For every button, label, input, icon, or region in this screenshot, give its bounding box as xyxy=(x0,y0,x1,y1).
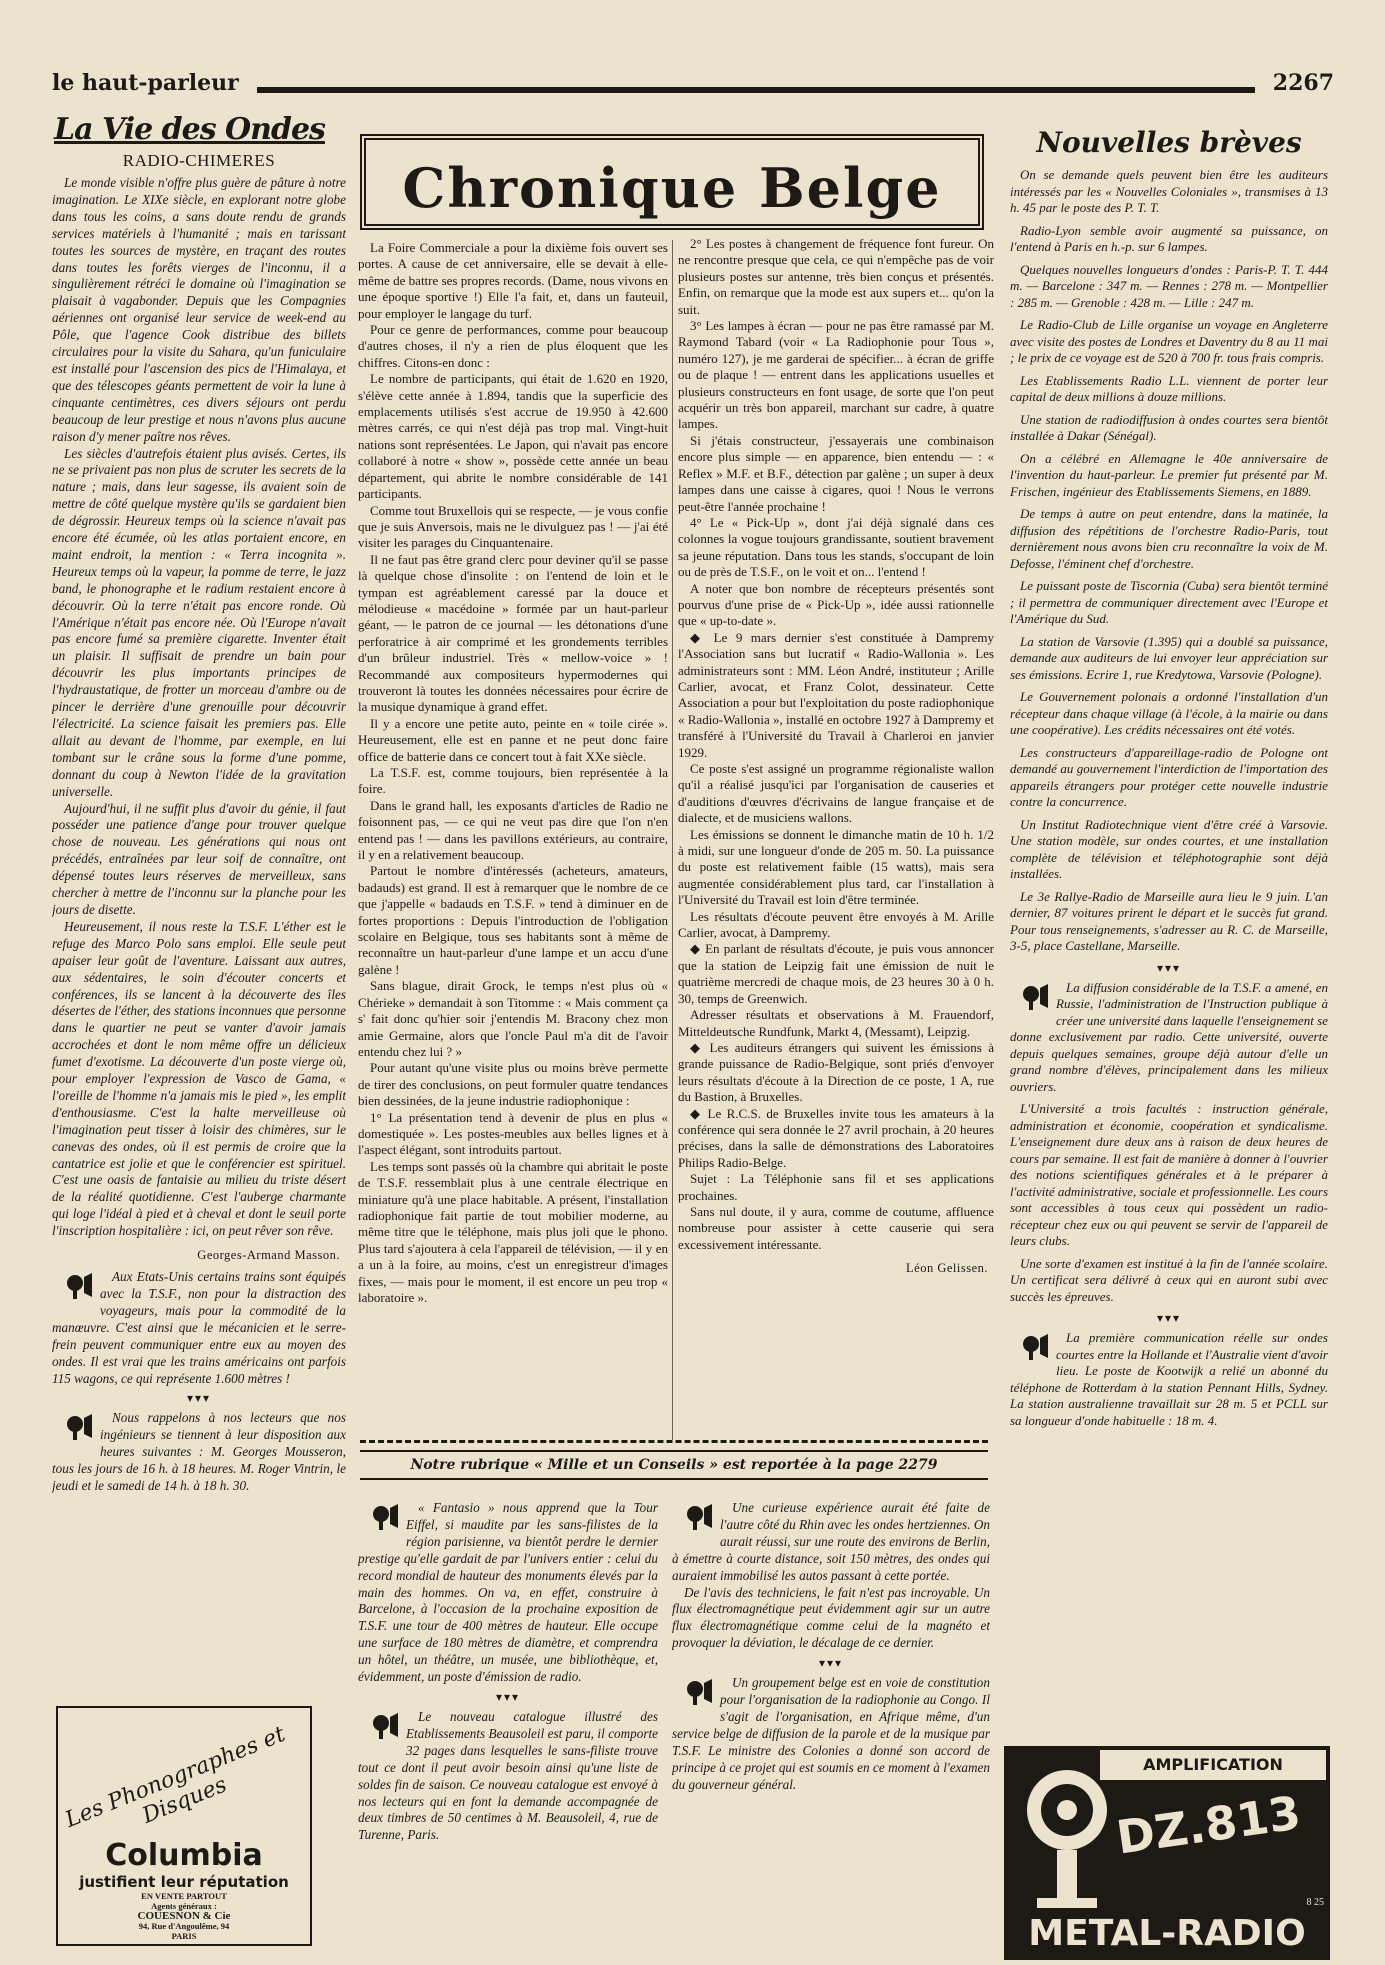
section-title: La Vie des Ondes xyxy=(54,112,325,147)
paragraph: 4° Le « Pick-Up », dont j'ai déjà signalé dans ces colonnes la vogue toujours grandissante, soutient bravement sa jeune réputation. Dans tous les stands, s'occupant de loin ou de près de T.S.F., on le voit et on... l'entend ! xyxy=(678,514,994,580)
page-header xyxy=(52,70,1334,104)
paragraph: 3° Les lampes à écran — pour ne pas être ramassé par M. Raymond Tabard (voir « La Radiophonie pour Tous », numéro 127), je me garderai de spécifier... à écran de griffe ou de plaque ! — entrent dans les applications usuelles et plusieurs constructeurs en font usage, de sorte que l'on peut acquérir un très bon appareil, marchant sur cadre, à quatre lampes. xyxy=(678,318,994,432)
news-note xyxy=(672,1500,990,1585)
brief-item: On a célébré en Allemagne le 40e anniversaire de l'invention du haut-parleur. Le premier fut présenté par M. Frischen, ingénieur des Etablissements Siemens, en 1889. xyxy=(1010,450,1328,499)
note-text: Un groupement belge est en voie de constitution pour l'organisation de la radiophonie au Congo. Il s'agit de l'organisation, en Afrique même, d'un service belge de diffusion de la parole et de la musique par T.S.F. Le ministre des Colonies a donné son accord de principe à ce projet qui est soumis en ce moment à l'examen du gouverneur général. xyxy=(672,1675,990,1792)
loudspeaker-icon xyxy=(1010,1332,1050,1367)
paragraph: Partout le nombre d'intéressés (acheteurs, amateurs, badauds) est grand. Il est à remarquer que le nombre de ce que j'appelle « badauds en T.S.F. » tend à diminuer en de fortes proportions : Depuis l'introduction de l'obligation scolaire en Belgique, tous ses habitants sont à même de reconnaître un haut-parleur d'une lampe et un accu d'une galène ! xyxy=(358,863,668,977)
paragraph: L'Université a trois facultés : instruction générale, administration et économie, coopération et syndicalisme. L'enseignement dure deux ans à raison de deux heures de cours par semaine. Il est fait de manière à donner à l'ouvrier des notions scientifiques générales et à le préparer à l'activité administrative, sociale et professionnelle. Les cours sont accessibles à tous ceux qui possèdent un radio-récepteur chez eux ou qui peuvent se servir de l'appareil de leurs clubs. xyxy=(1010,1101,1328,1248)
paragraph: Les résultats d'écoute peuvent être envoyés à M. Arille Carlier, avocat, à Dampremy. xyxy=(678,908,994,941)
ad-amplification-label: AMPLIFICATION xyxy=(1100,1750,1326,1780)
news-note xyxy=(52,1410,346,1495)
ad-code: 8 25 xyxy=(1306,1897,1324,1908)
paragraph: Le nombre de participants, qui était de 1.620 en 1920, s'élève cette année à 1.894, tandis que la superficie des emplacements utilisés s'est accrue de 19.950 à 42.600 mètres carrés, ce qui n'est déjà pas trop mal. Vingt-huit nations sont représentées. Le Japon, qui n'avait pas encore collaboré à notre « show », possède cette année un beau département, qui abrite le nombre considérable de 141 participants. xyxy=(358,371,668,502)
paragraph: Dans le grand hall, les exposants d'articles de Radio ne foisonnent pas, — ce qui ne veut pas dire que l'on n'en entend pas ! — dans les pavillons extérieurs, au contraire, il y en a relativement beaucoup. xyxy=(358,797,668,863)
ad-brand: Columbia xyxy=(105,1838,263,1873)
paragraph: Sans blague, dirait Grock, le temps n'est plus où « Chérieke » demandait à son Titomme : « Mais comment ça s' fait donc qu'hier soir j'entendis M. Bracony chez mon amie Germaine, alors que l'oncle Paul m'a dit de l'avoir entendu chez lui ? » xyxy=(358,978,668,1059)
news-note xyxy=(52,1269,346,1387)
paragraph: La T.S.F. est, comme toujours, bien représentée à la foire. xyxy=(358,765,668,797)
vie-des-ondes-column xyxy=(52,112,346,1950)
paragraph: ◆ Les auditeurs étrangers qui suivent les émissions à grande puissance de Radio-Belgique, sont priés d'envoyer leurs résultats d'écoute à la Direction de ce poste, 1 A, rue du Bastion, à Bruxelles. xyxy=(678,1039,994,1105)
metal-radio-advertisement xyxy=(1004,1746,1330,1960)
brief-item: Les Etablissements Radio L.L. viennent de porter leur capital de deux millions à douze millions. xyxy=(1010,372,1328,404)
note-text: Une curieuse expérience aurait été faite de l'autre côté du Rhin avec les ondes hertziennes. On aurait réussi, sur une route des environs de Berlin, à émettre à courte distance, soit 150 mètres, des ondes qui auraient immobilisé les autos passant à cette portée. xyxy=(672,1500,990,1583)
paragraph: ◆ Le R.C.S. de Bruxelles invite tous les amateurs à la conférence qui sera donnée le 27 avril prochain, à 20 heures précises, dans la salle de démonstrations des Laboratoires Philips Radio-Belge. xyxy=(678,1105,994,1170)
bottom-notes-right xyxy=(672,1500,990,1950)
news-note xyxy=(358,1709,658,1844)
news-note xyxy=(1010,1330,1328,1429)
ad-headline: Les Phonographes et Disques xyxy=(61,1721,289,1833)
brief-item: La station de Varsovie (1.395) qui a doublé sa puissance, demande aux auditeurs de lui envoyer leur appréciation sur ses émissions. Ecrire 1, rue Kredytowa, Varsovie (Pologne). xyxy=(1010,633,1328,682)
loudspeaker-icon xyxy=(672,1677,714,1712)
banner-rule xyxy=(360,1440,988,1447)
author-signature: Georges-Armand Masson. xyxy=(197,1248,340,1263)
brief-item: Le Radio-Club de Lille organise un voyage en Angleterre avec visite des postes de Londres et Daventry du 8 au 11 mai ; le prix de ce voyage est de 520 à 700 fr. tous frais compris. xyxy=(1010,317,1328,365)
brief-item: Les constructeurs d'appareillage-radio de Pologne ont demandé au gouvernement l'interdiction de l'importation des appareils étrangers pour protéger cette nouvelle industrie contre la concurrence. xyxy=(1010,744,1328,809)
brief-item: Une station de radiodiffusion à ondes courtes sera bientôt installée à Dakar (Sénégal). xyxy=(1010,411,1328,443)
note-text: Aux Etats-Unis certains trains sont équipés avec la T.S.F., non pour la distraction des voyageurs, mais pour la commodité de la manœuvre. C'est ainsi que le mécanicien et le serre-frein peuvent communiquer entre eux au moyen des ondes. Il est vrai que les trains américains ont parfois 115 wagons, ce qui représente 1.600 mètres ! xyxy=(52,1269,346,1386)
brief-item: De temps à autre on peut entendre, dans la matinée, la diffusion des répétitions de l'orchestre Radio-Paris, tout dernièrement nous avons bien cru reconnaître la voix de M. Defosse, l'éminent chef d'orchestre. xyxy=(1010,506,1328,571)
paragraph: De l'avis des techniciens, le fait n'est pas incroyable. Un flux électromagnétique peut évidemment agir sur un autre flux électromagnétique comme celui de la magnéto et provoquer la déviation, le décalage de ce dernier. xyxy=(672,1584,990,1651)
paragraph: Pour autant qu'une visite plus ou moins brève permette de tirer des conclusions, on peut formuler quatre tendances bien dessinées, de la jeune industrie radiophonique : xyxy=(358,1060,668,1109)
news-note xyxy=(358,1500,658,1686)
article-subtitle: RADIO-CHIMERES xyxy=(122,151,276,170)
separator: ▾▾▾ xyxy=(818,1656,844,1671)
ad-agent: COUESNON & Cie xyxy=(137,1910,231,1922)
paragraph: Sans nul doute, il y aura, comme de coutume, affluence nombreuse pour assister à cette causerie qui sera excessivement intéressante. xyxy=(678,1203,994,1252)
ad-tagline: justifient leur réputation xyxy=(79,1873,289,1891)
ad-brand: METAL-RADIO xyxy=(1028,1913,1306,1954)
paragraph: A noter que bon nombre de récepteurs présentés sont pourvus d'une prise de « Pick-Up », idée aussi rationnelle que « up-to-date ». xyxy=(678,580,994,629)
separator: ▾▾▾ xyxy=(1156,1311,1182,1325)
paragraph: La Foire Commerciale a pour la dixième fois ouvert ses portes. A cause de cet anniversaire, elle se devait à elle-même de battre ses propres records. (Dame, nous vivons en une époque sportive !) Elle l'a fait, et, dans un fauteuil, pour employer le langage du turf. xyxy=(358,240,668,321)
paragraph: Les émissions se donnent le dimanche matin de 10 h. 1/2 à midi, sur une longueur d'onde de 205 m. 50. La puissance du poste est relativement faible (15 watts), mais sera augmentée considérablement plus tard, car l'installation à l'Université du Travail est loin d'être terminée. xyxy=(678,826,994,908)
paragraph: Les temps sont passés où la chambre qui abritait le poste de T.S.F. ressemblait plus à une centrale électrique en miniature qu'à une place habitable. A présent, l'installation radiophonique fait partie de tout mobilier moderne, au même titre que le téléphone, mais plus joli que le phono. Plus tard s'ajoutera à cela l'appareil de télévision, — il y en a un à la foire, au moins, c'est un enregistreur d'images fixes, — mais pour le moment, il est encore un peu trop « laboratoire ». xyxy=(358,1158,668,1305)
separator: ▾▾▾ xyxy=(495,1689,521,1704)
ad-line: EN VENTE PARTOUT xyxy=(141,1891,227,1901)
section-title: Chronique Belge xyxy=(402,156,942,220)
chronique-column-2 xyxy=(678,236,994,1436)
loudspeaker-icon xyxy=(52,1271,94,1306)
ad-model: DZ.813 xyxy=(1113,1785,1304,1865)
paragraph: Les siècles d'autrefois étaient plus avisés. Certes, ils ne se privaient pas non plus de scruter les secrets de la nature ; mais, dans leur sagesse, ils avaient soin de mettre de côté quelque mystère qu'ils se gardaient bien de dégrossir. Heureux temps où la science n'avait pas encore été écumée, où les atlas portaient encore, en maint endroit, la mention : « Terra incognita ». Heureux temps où la vapeur, la pomme de terre, le jazz band, le phonographe et le radium restaient encore à découvrir. Où la terre n'était pas encore ronde. Où l'Amérique n'était pas encore née. Où l'Europe n'avait pas encore fumé sa première cigarette. Inventer était un plaisir. Il suffisait de prendre un bain pour découvrir les plus importants principes de l'hydraustatique, de frotter un morceau d'ambre ou de pincer le derrière d'une grenouille pour découvrir l'électricité. La science faisait les premiers pas. Elle allait au devant de l'homme, par exemple, en lui tombant sur le crâne sous la forme d'une pomme, donnant du coup à Newton l'idée de la gravitation universelle. xyxy=(52,445,346,799)
loudspeaker-icon xyxy=(672,1502,714,1537)
paragraph: Comme tout Bruxellois qui se respecte, — je vous confie que je suis Anversois, mais ne le divulguez pas ! — j'ai été visiter les parages du Cinquantenaire. xyxy=(358,502,668,551)
brief-item: On se demande quels peuvent bien être les auditeurs intéressés par les « Nouvelles Coloniales », transmises à 13 h. 45 par le poste des P. T. T. xyxy=(1010,167,1328,215)
note-text: Nous rappelons à nos lecteurs que nos ingénieurs se tiennent à leur disposition aux heures suivantes : M. Georges Mousseron, tous les jours de 16 h. à 18 heures. M. Roger Vintrin, le jeudi et le samedi de 14 h. à 18 h. 30. xyxy=(52,1410,346,1494)
loudspeaker-icon xyxy=(358,1502,400,1537)
ad-address: 94, Rue d'Angoulême, 94 xyxy=(138,1921,230,1931)
note-text: « Fantasio » nous apprend que la Tour Eiffel, si maudite par les sans-filistes de la région parisienne, va bientôt perdre le dernier prestige qu'elle gardait de par l'univers entier : celui du record mondial de hauteur des monuments élevés par la main des hommes. On va, en effet, construire à Barcelone, à l'occasion de la prochaine exposition de T.S.F. une tour de 400 mètres de hauteur. Elle occupe une surface de 180 mètres de diamètre, et comprendra un hôtel, un théâtre, un musée, une bibliothèque, et, évidemment, un poste d'émission de radio. xyxy=(358,1500,658,1685)
nouvelles-breves-column xyxy=(1010,112,1328,1950)
column-divider xyxy=(672,240,673,1440)
separator: ▾▾▾ xyxy=(186,1391,212,1406)
brief-item: Quelques nouvelles longueurs d'ondes : Paris-P. T. T. 444 m. — Barcelone : 347 m. — Rennes : 278 m. — Montpellier : 285 m. — Grenoble : 428 m. — Lille : 247 m. xyxy=(1010,261,1328,310)
columbia-advertisement xyxy=(56,1706,312,1946)
paragraph: Ce poste s'est assigné un programme régionaliste wallon qu'il a réalisé jusqu'ici par l'organisation de causeries et d'auditions d'œuvres d'écrivains de langue française et de dialecte, et de musiciens wallons. xyxy=(678,761,994,826)
brief-item: Un Institut Radiotechnique vient d'être créé à Varsovie. Une station modèle, sur ondes courtes, et une installation complète de télévision et téléphotographie sont déjà installées. xyxy=(1010,816,1328,881)
paragraph: Il y a encore une petite auto, peinte en « toile cirée ». Heureusement, elle est en panne et ne peut donc faire office de batterie dans ce concert tout à fait XXe siècle. xyxy=(358,715,668,764)
paragraph: Aujourd'hui, il ne suffit plus d'avoir du génie, il faut posséder une patience d'ange pour trouver quelque chose de nouveau. Les générations qui nous ont précédés, entraînées par leur soif de connaître, ont dépensé toutes leurs réserves de merveilleux, sans chercher à mettre de l'inconnu sur la planche pour les jours de disette. xyxy=(52,800,346,917)
note-text: La diffusion considérable de la T.S.F. a amené, en Russie, l'administration de l'Instruction publique à créer une université dans laquelle l'enseignement se donne exclusivement par radio. Cette université, ouverte depuis quelques semaines, groupe déjà autour d'elle un grand nombre d'élèves, principalement dans les milieux ouvriers. xyxy=(1010,979,1328,1094)
brief-item: Le 3e Rallye-Radio de Marseille aura lieu le 9 juin. L'an dernier, 87 voitures prirent le départ et le succès fut grand. Pour tous renseignements, s'adresser au R. C. de Marseille, 3-5, place Castellane, Marseille. xyxy=(1010,888,1328,953)
note-text: La première communication réelle sur ondes courtes entre la Hollande et l'Australie vient d'avoir lieu. Le poste de Kootwijk a relié un abonné du téléphone de Rotterdam à la station Pennant Hills, Sydney. La station australienne travaillait sur 28 m. 5 et PCLL sur sa longueur d'onde habituelle : 18 m. 4. xyxy=(1010,1330,1328,1428)
loudspeaker-figure-icon xyxy=(1012,1760,1122,1920)
author-signature: Léon Gelissen. xyxy=(906,1261,988,1276)
chronique-column-1 xyxy=(358,240,668,1500)
page-number: 2267 xyxy=(1255,70,1334,96)
ad-line: Agents généraux : xyxy=(151,1901,217,1911)
chronique-title-box xyxy=(360,134,984,230)
paragraph: Heureusement, il nous reste la T.S.F. L'éther est le refuge des Marco Polo sans emploi. Elle seule peut apaiser leur goût de l'aventure. Laissant aux autres, aux sédentaires, le soin d'écouter concerts et conférences, ils se lancent à la découverte des îles désertes de l'éther, des stations inconnues que personne dans le quartier ne peut se vanter d'avoir jamais accrochées et dont le nom même offre un délicieux fumet d'exotisme. La découverte d'un poste vierge où, pour employer l'expression de Vasco de Gama, « l'oreille de l'homme n'a jamais mis le pied », les emplit d'enthousiasme. C'est la halte merveilleuse où l'imagination peut tisser à loisir des chimères, sur le canevas des ondes, où il est permis de croire que la cantatrice est jolie et que le conférencier est spirituel. C'est une oasis de fantaisie au milieu du triste désert de la réalité quotidienne. C'est l'auberge charmante qui loge l'idéal à pied et à cheval et dont le seuil porte l'inscription hospitalière : ici, on peut rêver son rêve. xyxy=(52,918,346,1239)
paragraph: 2° Les postes à changement de fréquence font fureur. On ne rencontre presque que cela, ce qui n'empêche pas de voir plusieurs postes sur antenne, très bien conçus et présentés. Enfin, on remarque que la mode est aux supers et... qu'on la suit. xyxy=(678,236,994,317)
news-note xyxy=(1010,980,1328,1096)
paragraph: Pour ce genre de performances, comme pour beaucoup d'autres choses, il n'y a rien de plus éloquent que les chiffres. Citons-en donc : xyxy=(358,322,668,370)
paragraph: ◆ En parlant de résultats d'écoute, je puis vous annoncer que la station de Leipzig fait une émission de nuit le quatrième mercredi de chaque mois, de 23 heures 30 à 0 h. 30, temps de Greenwich. xyxy=(678,941,994,1006)
section-title: Nouvelles brèves xyxy=(1036,126,1302,159)
separator: ▾▾▾ xyxy=(1156,960,1182,975)
paragraph: Le monde visible n'offre plus guère de pâture à notre imagination. Le XIXe siècle, en explorant notre globe dans tous les coins, a sans doute rendu de grands services matériels à l'humanité ; mais en tarissant toutes les sources de mystère, en traçant des routes dans toutes les forêts vierges de l'inconnu, il a singulièrement rétréci le domaine où l'imagination se plaisait à vagabonder. Depuis que les Compagnies aériennes ont organisé leur service de week-end au Pôle, que l'agence Cook distribue des billets circulaires pour la visite du Sahara, qu'un funiculaire est installé pour l'ascension des pics de l'Himalaya, et que des télescopes géants permettent de voir la lune à cinquante centimètres, ces divers séjours ont perdu beaucoup de leur prestige et nous n'avons plus aucune raison d'y mener paître nos rêves. xyxy=(52,175,346,444)
paragraph: Il ne faut pas être grand clerc pour deviner qu'il se passe là quelque chose d'insolite : on l'entend de loin et le tympan est agréablement caressé par la douce et mélodieuse « macédoine » formée par un haut-parleur géant, — le patron de ce journal — les détonations d'une perforatrice à air comprimé et les grondements terribles d'un brûleur industriel. Très « mellow-voice » ! Recommandé aux compositeurs hypermodernes qui trouveront là toutes les données nécessaires pour écrire de la musique dynamique à grand effet. xyxy=(358,551,668,715)
masthead: le haut-parleur xyxy=(52,70,257,96)
paragraph: Une sorte d'examen est institué à la fin de l'année scolaire. Un certificat sera délivré à ceux qui en auront subi avec succès les épreuves. xyxy=(1010,1255,1328,1304)
brief-item: Le puissant poste de Tiscornia (Cuba) sera bientôt terminé ; il permettra de communiquer directement avec l'Europe et l'Amérique du Sud. xyxy=(1010,578,1328,626)
bottom-notes-left xyxy=(358,1500,658,1950)
paragraph: ◆ Le 9 mars dernier s'est constituée à Dampremy l'Association sans but lucratif « Radio-Wallonia ». Les administrateurs sont : MM. Léon André, instituteur ; Arille Carlier, avocat, et Franz Colot, dessinateur. Cette Association a pour but l'exploitation du poste radiophonique « Radio-Wallonia », installé en octobre 1927 à Dampremy et transféré à l'Université du Travail à Charleroi en janvier 1929. xyxy=(678,629,994,760)
news-note xyxy=(672,1675,990,1793)
rubric-banner: Notre rubrique « Mille et un Conseils » est reportée à la page 2279 xyxy=(360,1450,988,1480)
ad-city: PARIS xyxy=(171,1931,197,1941)
brief-item: Le Gouvernement polonais a ordonné l'installation d'un récepteur dans chaque village (à l'école, à la mairie ou dans une coopérative). Les crédits nécessaires ont été votés. xyxy=(1010,689,1328,737)
paragraph: Sujet : La Téléphonie sans fil et ses applications prochaines. xyxy=(678,1171,994,1203)
brief-item: Radio-Lyon semble avoir augmenté sa puissance, on l'entend à Paris en h.-p. sur 6 lampes. xyxy=(1010,222,1328,254)
note-text: Le nouveau catalogue illustré des Etablissements Beausoleil est paru, il comporte 32 pages dans lesquelles le sans-filiste trouve tout ce dont il peut avoir besoin ainsi qu'une liste de soldes fin de saison. Ce nouveau catalogue est envoyé à nos lecteurs qui en font la demande accompagnée de deux timbres de 50 centimes à M. Beausoleil, 4, rue de Turenne, Paris. xyxy=(358,1708,658,1843)
paragraph: Adresser résultats et observations à M. Frauendorf, Mitteldeutsche Rundfunk, Markt 4, (Messamt), Leipzig. xyxy=(678,1007,994,1039)
loudspeaker-icon xyxy=(52,1412,94,1447)
loudspeaker-icon xyxy=(1010,982,1050,1017)
loudspeaker-icon xyxy=(358,1711,400,1746)
paragraph: Si j'étais constructeur, j'essayerais une combinaison encore plus simple — en apparence, bien entendu — : « Reflex » M.F. et B.F., détection par galène ; un super à deux lampes dans une caisse à cigares, quoi ! Nous le verrons peut-être l'année prochaine ! xyxy=(678,432,994,514)
paragraph: 1° La présentation tend à devenir de plus en plus « domestiquée ». Les postes-meubles aux belles lignes et à l'aspect élégant, sont introduits partout. xyxy=(358,1109,668,1158)
